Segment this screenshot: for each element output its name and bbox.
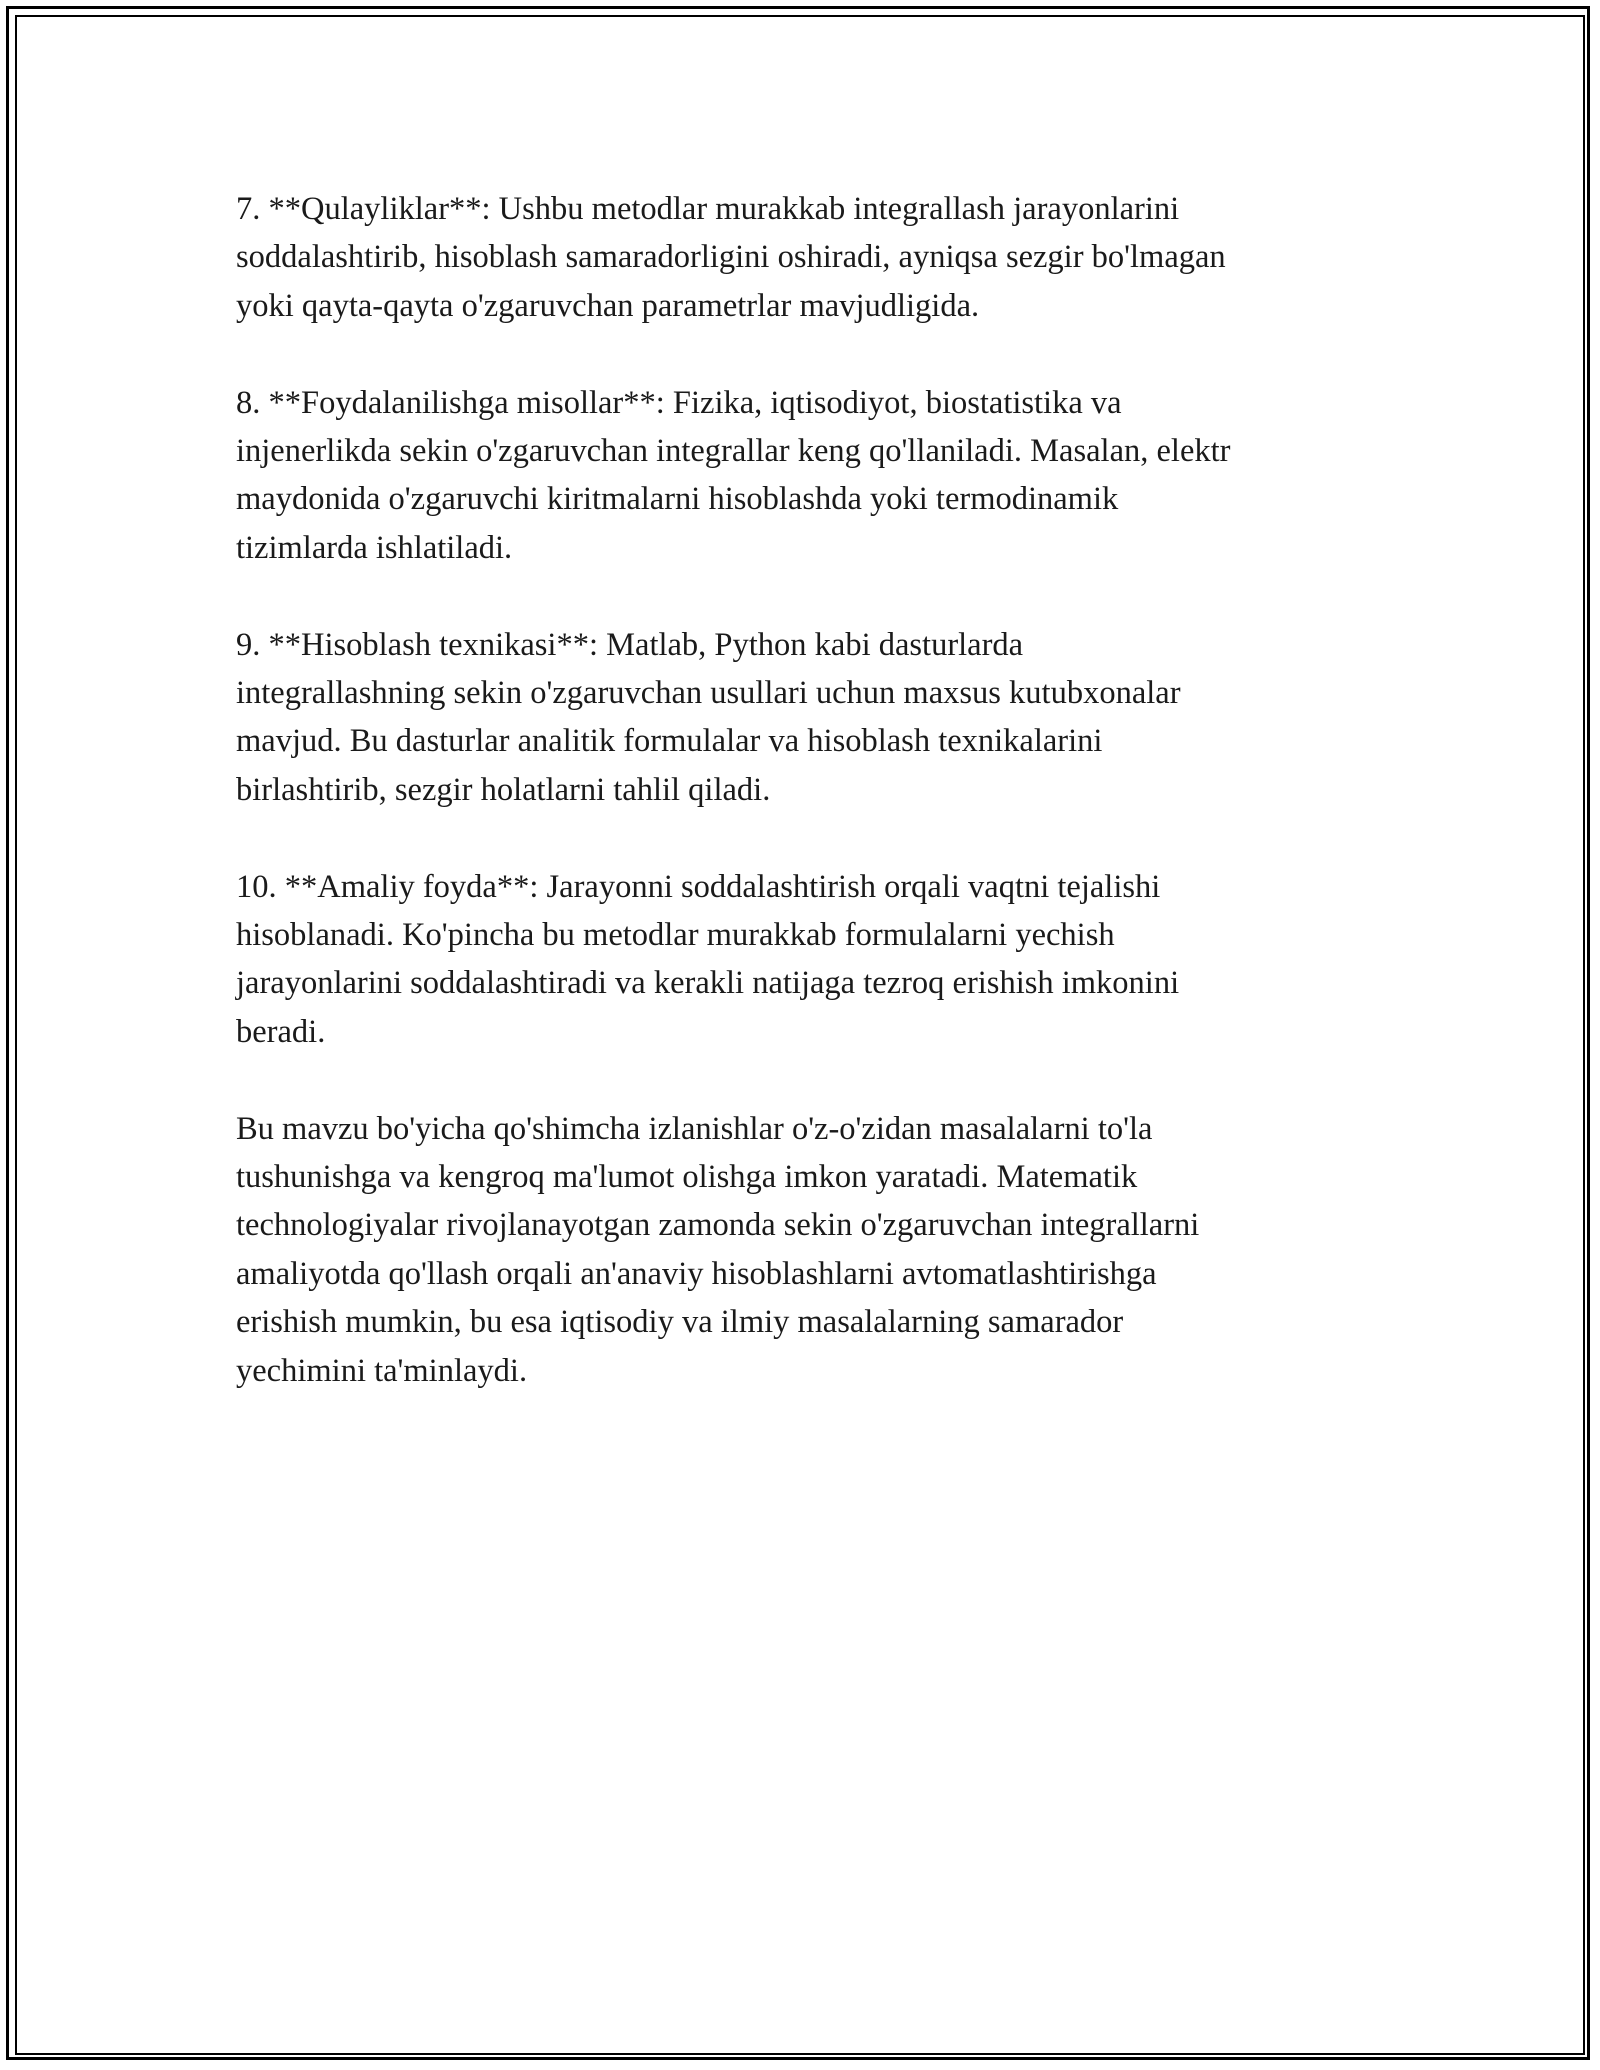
paragraph-10-amaliy-foyda: 10. **Amaliy foyda**: Jarayonni soddalashtirish orqali vaqtni tejalishi hisoblanadi. Ko'pincha bu metodlar murakkab formulalarni yechish jarayonlarini soddalashtiradi va kerakli natijaga tezroq erishish imkonini beradi. bbox=[236, 868, 1180, 1050]
document-body bbox=[236, 185, 1376, 1443]
paragraph-8-foydalanilishga-misollar: 8. **Foydalanilishga misollar**: Fizika, iqtisodiyot, biostatistika va injenerlikda sekin o'zgaruvchan integrallar keng qo'llaniladi. Masalan, elektr maydonida o'zgaruvchi kiritmalarni hisoblashda yoki termodinamik tizimlarda ishlatiladi. bbox=[236, 384, 1231, 566]
paragraph-7-qulayliklar: 7. **Qulayliklar**: Ushbu metodlar murakkab integrallash jarayonlarini soddalashtirib, hisoblash samaradorligini oshiradi, ayniqsa sezgir bo'lmagan yoki qayta-qayta o'zgaruvchan parametrlar mavjudligida. bbox=[236, 191, 1226, 324]
paragraph-9-hisoblash-texnikasi: 9. **Hisoblash texnikasi**: Matlab, Python kabi dasturlarda integrallashning sekin o'zgaruvchan usullari uchun maxsus kutubxonalar mavjud. Bu dasturlar analitik formulalar va hisoblash texnikalarini birlashtirib, sezgir holatlarni tahlil qiladi. bbox=[236, 626, 1181, 808]
paragraph-conclusion: Bu mavzu bo'yicha qo'shimcha izlanishlar o'z-o'zidan masalalarni to'la tushunishga va kengroq ma'lumot olishga imkon yaratadi. Matematik technologiyalar rivojlanayotgan zamonda sekin o'zgaruvchan integrallarni amaliyotda qo'llash orqali an'anaviy hisoblashlarni avtomatlashtirishga erishish mumkin, bu esa iqtisodiy va ilmiy masalalarning samarador yechimini ta'minlaydi. bbox=[236, 1110, 1200, 1389]
